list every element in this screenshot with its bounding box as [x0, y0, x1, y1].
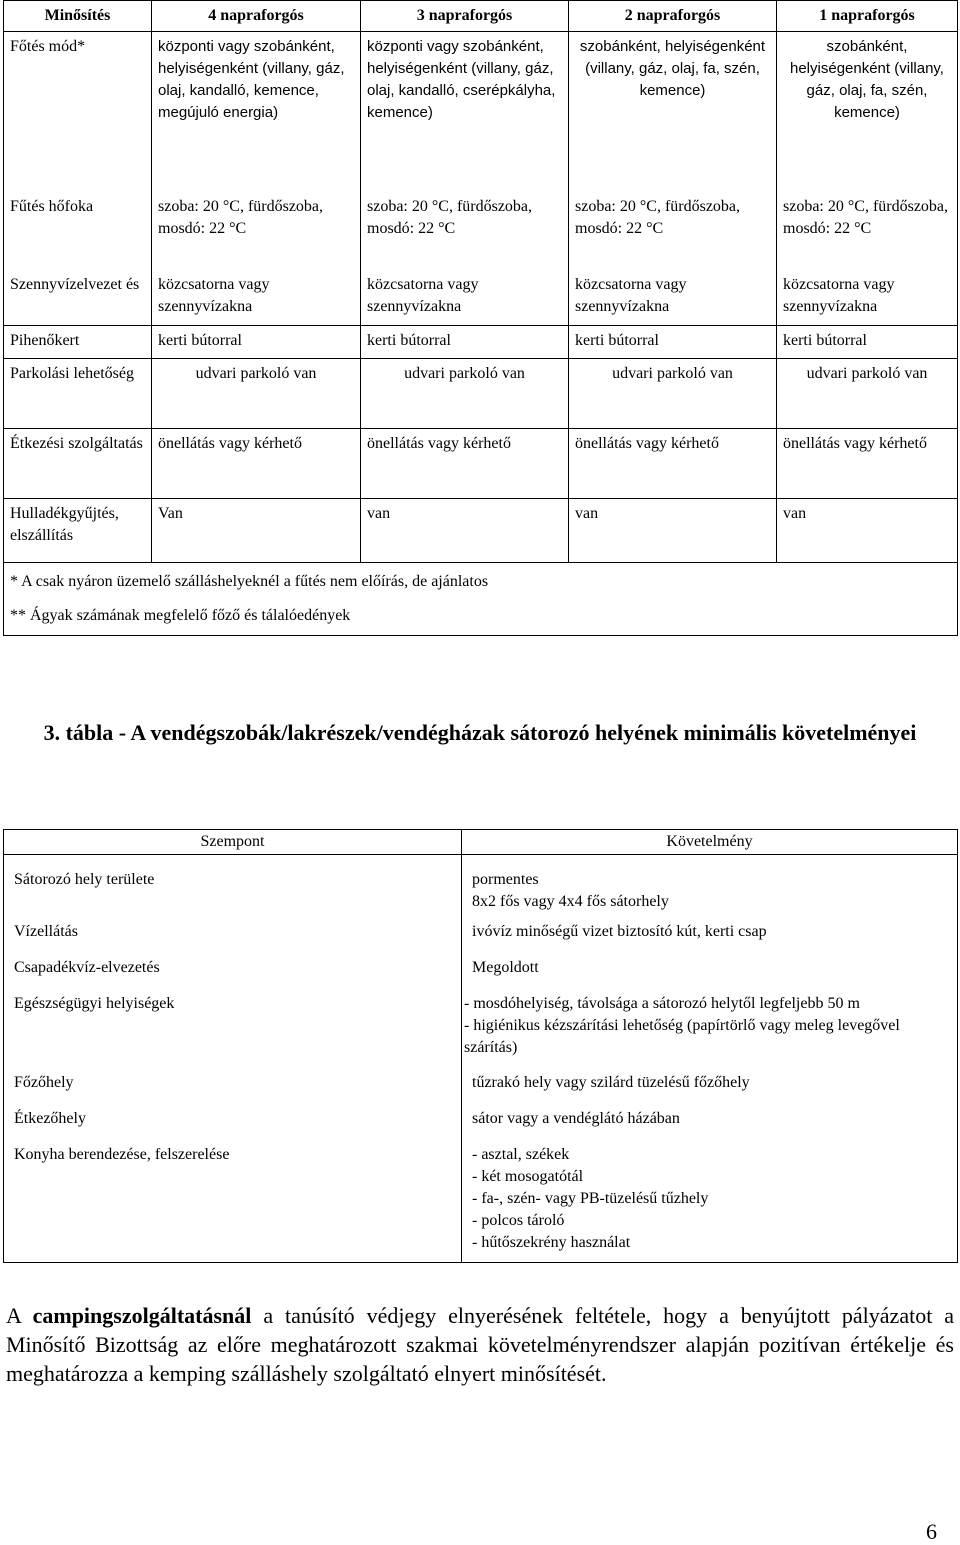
header-cell: 4 napraforgós — [152, 1, 361, 32]
requirement-cell: pormentes 8x2 fős vagy 4x4 fős sátorhely — [462, 855, 958, 918]
aspect-cell: Sátorozó hely területe — [4, 855, 462, 918]
rating-table — [3, 0, 958, 636]
requirement-cell: - mosdóhelyiség, távolsága a sátorozó helytől legfeljebb 50 m - higiénikus kézszárítási lehetőség (papírtörlő vagy meleg levegővel szárítás) — [462, 989, 958, 1068]
table-cell: közcsatorna vagy szennyvízakna — [361, 270, 569, 326]
table-cell: önellátás vagy kérhető — [152, 429, 361, 499]
header-cell: 1 napraforgós — [777, 1, 958, 32]
paragraph-prefix: A — [6, 1303, 33, 1328]
header-cell: Minősítés — [4, 1, 152, 32]
row-label: Főtés mód* — [4, 32, 152, 192]
table-row — [4, 192, 958, 270]
table-cell: kerti bútorral — [152, 326, 361, 359]
page-number: 6 — [926, 1519, 937, 1544]
footnote: ** Ágyak számának megfelelő főző és tálalóedények — [10, 607, 351, 624]
footnotes-cell — [4, 563, 958, 636]
table-cell: udvari parkoló van — [152, 359, 361, 429]
table-cell: szoba: 20 °C, fürdőszoba, mosdó: 22 °C — [361, 192, 569, 270]
row-label: Parkolási lehetőség — [4, 359, 152, 429]
table-cell: szobánként, helyiségenként (villany, gáz, olaj, fa, szén, kemence) — [569, 32, 777, 192]
table-cell: udvari parkoló van — [777, 359, 958, 429]
footnotes-row — [4, 563, 958, 636]
requirements-table-header — [4, 830, 958, 855]
header-cell: 2 napraforgós — [569, 1, 777, 32]
header-cell: Követelmény — [462, 830, 958, 855]
table-cell: kerti bútorral — [777, 326, 958, 359]
table-cell: önellátás vagy kérhető — [569, 429, 777, 499]
requirement-cell: sátor vagy a vendéglátó házában — [462, 1104, 958, 1140]
table-row — [4, 1104, 958, 1140]
table-cell: szobánként, helyiségenként (villany, gáz, olaj, fa, szén, kemence) — [777, 32, 958, 192]
aspect-cell: Főzőhely — [4, 1068, 462, 1104]
table-cell: udvari parkoló van — [361, 359, 569, 429]
paragraph-text: a tanúsító védjegy elnyerésének feltétele, hogy a benyújtott pályázatot a Minősítő Bizottság az előre meghatározott szakmai követelményrendszer alapján pozitívan értékelje és meghatározza a kemping szálláshely szolgáltató elnyert minősítését. — [6, 1303, 954, 1386]
requirement-cell: ivóvíz minőségű vizet biztosító kút, kerti csap — [462, 917, 958, 953]
table-cell: közcsatorna vagy szennyvízakna — [777, 270, 958, 326]
table-row — [4, 32, 958, 192]
table-cell: szoba: 20 °C, fürdőszoba, mosdó: 22 °C — [152, 192, 361, 270]
table-cell: központi vagy szobánként, helyiségenként (villany, gáz, olaj, kandalló, cserépkályha, kemence) — [361, 32, 569, 192]
table-row — [4, 499, 958, 563]
table-cell: szoba: 20 °C, fürdőszoba, mosdó: 22 °C — [569, 192, 777, 270]
header-cell: 3 napraforgós — [361, 1, 569, 32]
header-cell: Szempont — [4, 830, 462, 855]
requirement-cell: - asztal, székek - két mosogatótál - fa-, szén- vagy PB-tüzelésű tűzhely - polcos tároló - hűtőszekrény használat — [462, 1140, 958, 1262]
table-cell: udvari parkoló van — [569, 359, 777, 429]
table-cell: központi vagy szobánként, helyiségenként (villany, gáz, olaj, kandalló, kemence, megújuló energia) — [152, 32, 361, 192]
row-label: Pihenőkert — [4, 326, 152, 359]
table-cell: kerti bútorral — [569, 326, 777, 359]
table-cell: közcsatorna vagy szennyvízakna — [152, 270, 361, 326]
table-row — [4, 429, 958, 499]
requirement-cell: Megoldott — [462, 953, 958, 989]
row-label: Hulladékgyűjtés, elszállítás — [4, 499, 152, 563]
table-row — [4, 359, 958, 429]
table-row — [4, 1140, 958, 1262]
table-row — [4, 326, 958, 359]
footnote: * A csak nyáron üzemelő szálláshelyeknél a fűtés nem előírás, de ajánlatos — [10, 573, 489, 590]
table-row — [4, 989, 958, 1068]
table-cell: van — [569, 499, 777, 563]
table-row — [4, 270, 958, 326]
aspect-cell: Konyha berendezése, felszerelése — [4, 1140, 462, 1262]
table-cell: közcsatorna vagy szennyvízakna — [569, 270, 777, 326]
table-row — [4, 855, 958, 918]
row-label: Fűtés hőfoka — [4, 192, 152, 270]
table-cell: Van — [152, 499, 361, 563]
table-cell: önellátás vagy kérhető — [777, 429, 958, 499]
row-label: Étkezési szolgáltatás — [4, 429, 152, 499]
table-3-heading: 3. tábla - A vendégszobák/lakrészek/vendégházak sátorozó helyének minimális követelményei — [43, 720, 917, 745]
body-paragraph — [6, 1301, 954, 1388]
table-row — [4, 1068, 958, 1104]
aspect-cell: Étkezőhely — [4, 1104, 462, 1140]
aspect-cell: Vízellátás — [4, 917, 462, 953]
table-cell: szoba: 20 °C, fürdőszoba, mosdó: 22 °C — [777, 192, 958, 270]
rating-table-header — [4, 1, 958, 32]
requirements-table — [3, 829, 958, 1263]
table-row — [4, 953, 958, 989]
table-cell: kerti bútorral — [361, 326, 569, 359]
table-row — [4, 917, 958, 953]
aspect-cell: Csapadékvíz-elvezetés — [4, 953, 462, 989]
row-label: Szennyvízelvezet és — [4, 270, 152, 326]
requirement-cell: tűzrakó hely vagy szilárd tüzelésű főzőhely — [462, 1068, 958, 1104]
aspect-cell: Egészségügyi helyiségek — [4, 989, 462, 1068]
table-cell: önellátás vagy kérhető — [361, 429, 569, 499]
table-cell: van — [361, 499, 569, 563]
table-cell: van — [777, 499, 958, 563]
paragraph-bold-term: campingszolgáltatásnál — [32, 1303, 252, 1328]
